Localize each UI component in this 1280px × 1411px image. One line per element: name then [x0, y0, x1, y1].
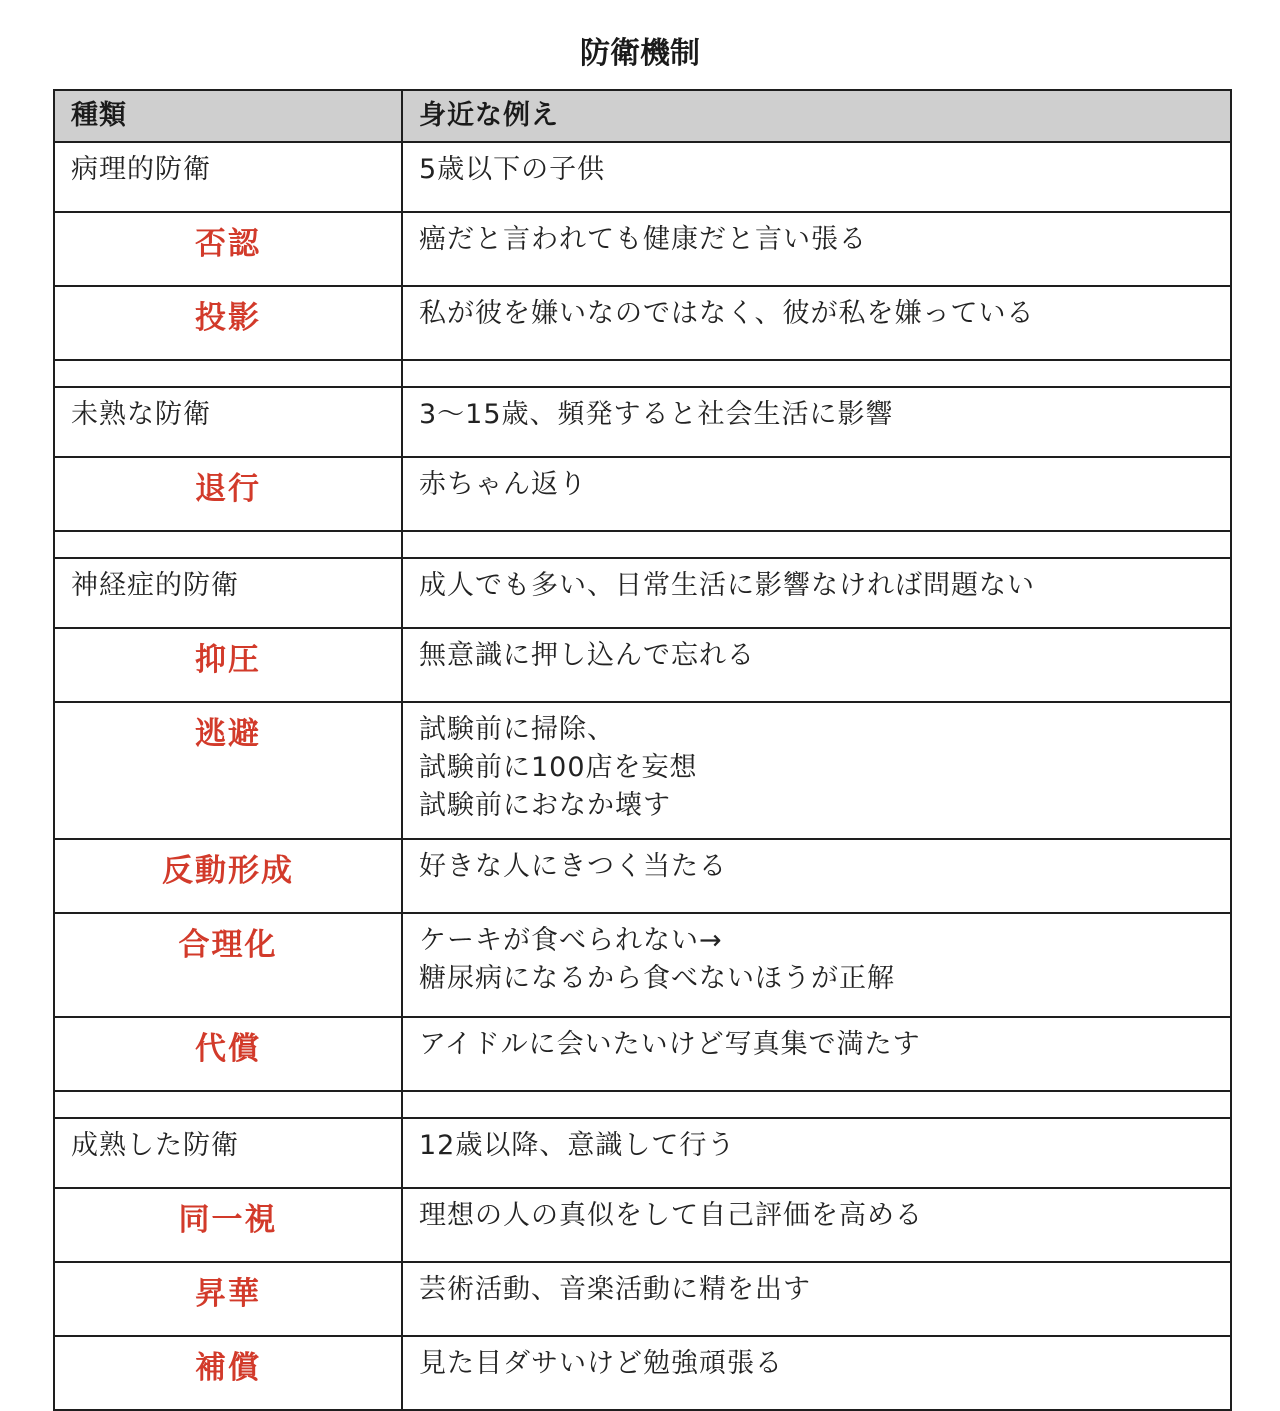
spacer-cell: [402, 360, 1231, 387]
category-name: 未熟な防衛: [54, 387, 402, 457]
example-line: 無意識に押し込んで忘れる: [419, 640, 755, 671]
example-line: 見た目ダサいけど勉強頑張る: [419, 1348, 783, 1379]
mechanism-name: 昇華: [54, 1262, 402, 1336]
mechanism-name: 否認: [54, 212, 402, 286]
defense-mechanism-table: [53, 89, 1232, 1411]
mechanism-row: [54, 1336, 1231, 1410]
category-note: 5歳以下の子供: [402, 142, 1231, 212]
mechanism-name: 代償: [54, 1017, 402, 1091]
example-line: 試験前に100店を妄想: [419, 752, 698, 783]
mechanism-name: 同一視: [54, 1188, 402, 1262]
mechanism-name: 抑圧: [54, 628, 402, 702]
header-example: 身近な例え: [402, 90, 1231, 142]
spacer-cell: [54, 1091, 402, 1118]
example-line: 癌だと言われても健康だと言い張る: [419, 224, 867, 255]
mechanism-example: [402, 628, 1231, 702]
mechanism-example: [402, 913, 1231, 1017]
example-line: 試験前に掃除、: [419, 714, 615, 745]
mechanism-example: [402, 286, 1231, 360]
mechanism-example: [402, 212, 1231, 286]
example-line: 赤ちゃん返り: [419, 469, 587, 500]
spacer-cell: [402, 1091, 1231, 1118]
example-line: アイドルに会いたいけど写真集で満たす: [419, 1029, 921, 1060]
mechanism-row: [54, 628, 1231, 702]
category-note: 3〜15歳、頻発すると社会生活に影響: [402, 387, 1231, 457]
mechanism-row: [54, 839, 1231, 913]
mechanism-row: [54, 1017, 1231, 1091]
mechanism-name: 合理化: [54, 913, 402, 1017]
spacer-cell: [402, 531, 1231, 558]
example-line: 理想の人の真似をして自己評価を高める: [419, 1200, 923, 1231]
spacer-row: [54, 360, 1231, 387]
mechanism-row: [54, 1262, 1231, 1336]
category-row: [54, 1118, 1231, 1188]
example-line: 試験前におなか壊す: [419, 790, 671, 821]
mechanism-row: [54, 212, 1231, 286]
category-row: [54, 387, 1231, 457]
mechanism-example: [402, 1262, 1231, 1336]
mechanism-example: [402, 702, 1231, 839]
table-body: [54, 90, 1231, 1410]
mechanism-example: [402, 457, 1231, 531]
example-line: 芸術活動、音楽活動に精を出す: [419, 1274, 811, 1305]
mechanism-name: 退行: [54, 457, 402, 531]
example-line: 好きな人にきつく当たる: [419, 851, 727, 882]
mechanism-row: [54, 913, 1231, 1017]
mechanism-name: 逃避: [54, 702, 402, 839]
spacer-cell: [54, 360, 402, 387]
spacer-row: [54, 531, 1231, 558]
example-line: 糖尿病になるから食べないほうが正解: [419, 963, 895, 994]
spacer-cell: [54, 531, 402, 558]
mechanism-example: [402, 839, 1231, 913]
mechanism-example: [402, 1017, 1231, 1091]
example-line: 私が彼を嫌いなのではなく、彼が私を嫌っている: [419, 298, 1035, 329]
mechanism-row: [54, 1188, 1231, 1262]
example-line: ケーキが食べられない→: [419, 925, 723, 956]
category-row: [54, 558, 1231, 628]
category-note: 12歳以降、意識して行う: [402, 1118, 1231, 1188]
mechanism-name: 補償: [54, 1336, 402, 1410]
mechanism-example: [402, 1336, 1231, 1410]
category-name: 病理的防衛: [54, 142, 402, 212]
page-title: 防衛機制: [580, 36, 700, 71]
mechanism-name: 投影: [54, 286, 402, 360]
spacer-row: [54, 1091, 1231, 1118]
category-row: [54, 142, 1231, 212]
mechanism-name: 反動形成: [54, 839, 402, 913]
category-name: 神経症的防衛: [54, 558, 402, 628]
category-note: 成人でも多い、日常生活に影響なければ問題ない: [402, 558, 1231, 628]
mechanism-example: [402, 1188, 1231, 1262]
header-type: 種類: [54, 90, 402, 142]
mechanism-row: [54, 457, 1231, 531]
mechanism-row: [54, 286, 1231, 360]
category-name: 成熟した防衛: [54, 1118, 402, 1188]
table-header-row: [54, 90, 1231, 142]
mechanism-row: [54, 702, 1231, 839]
